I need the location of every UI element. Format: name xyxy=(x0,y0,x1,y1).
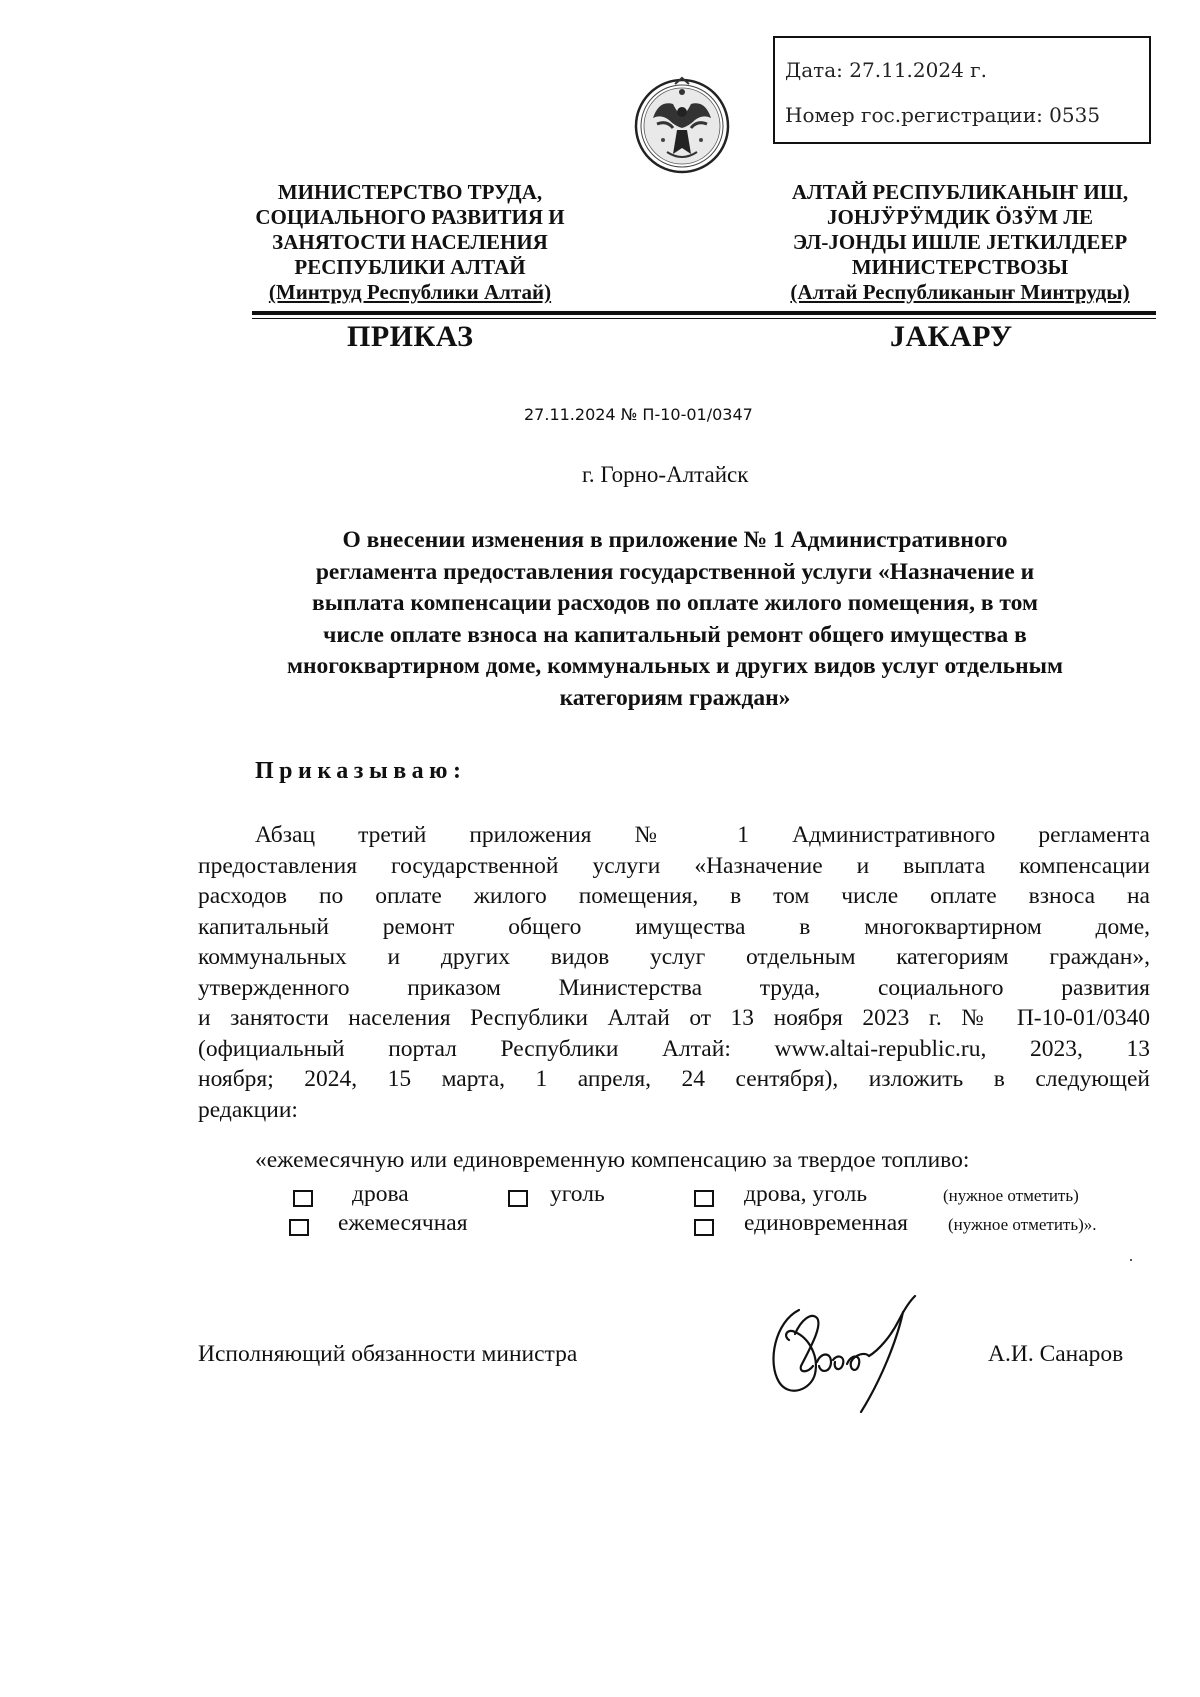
checkbox-firewood[interactable] xyxy=(293,1190,313,1207)
signer-name: А.И. Санаров xyxy=(988,1341,1124,1367)
registration-number-line xyxy=(785,103,1100,127)
org-alt-short-name: (Алтай Республиканыҥ Минтруды) xyxy=(790,280,1130,304)
title-line: многоквартирном доме, коммунальных и других видов услуг отдельным xyxy=(287,653,1063,679)
option-one-time-label: единовременная xyxy=(744,1210,908,1236)
option-note-2: (нужное отметить)». xyxy=(948,1215,1097,1234)
checkbox-coal[interactable] xyxy=(508,1190,528,1207)
registration-date-line xyxy=(785,58,987,82)
org-name-alt xyxy=(760,180,1160,305)
registration-number-label: Номер гос.регистрации: xyxy=(785,103,1043,127)
title-line: регламента предоставления государственной услуги «Назначение и xyxy=(315,558,1035,585)
order-label-alt: ЈАКАРУ xyxy=(890,320,1013,353)
order-label-ru: ПРИКАЗ xyxy=(347,320,474,353)
option-monthly-label: ежемесячная xyxy=(338,1210,468,1236)
body-line: предоставления государственной услуги «Назначение и выплата компенсации xyxy=(198,852,1150,879)
option-firewood-label: дрова xyxy=(352,1181,409,1207)
org-alt-line-3: ЭЛ-ЈОНДЫ ИШЛЕ ЈЕТКИЛДЕЕР xyxy=(792,230,1128,254)
registration-number-value: 0535 xyxy=(1049,103,1101,127)
title-line: выплата компенсации расходов по оплате жилого помещения, в том xyxy=(312,590,1038,616)
body-line: (официальный портал Республики Алтай: www.altai-republic.ru, 2023, 13 xyxy=(198,1035,1150,1062)
document-title xyxy=(195,525,1155,714)
org-alt-line-4: МИНИСТЕРСТВОЗЫ xyxy=(851,255,1069,279)
registration-date-label: Дата: xyxy=(785,58,843,82)
body-line: редакции: xyxy=(198,1096,298,1123)
title-line: О внесении изменения в приложение № 1 Административного xyxy=(342,527,1008,553)
registration-date-value: 27.11.2024 г. xyxy=(849,58,987,82)
registration-stamp xyxy=(773,36,1151,144)
document-city: г. Горно-Алтайск xyxy=(582,462,749,487)
body-line: Абзац третий приложения № 1 Административного регламента xyxy=(255,822,1150,848)
body-line: капитальный ремонт общего имущества в многоквартирном доме, xyxy=(198,913,1150,940)
org-name-ru xyxy=(212,180,608,305)
body-line: ноября; 2024, 15 марта, 1 апреля, 24 сентября), изложить в следующей xyxy=(198,1066,1150,1092)
option-note-1: (нужное отметить) xyxy=(943,1186,1079,1205)
org-ru-short-name: (Минтруд Республики Алтай) xyxy=(268,280,552,304)
org-alt-line-1: АЛТАЙ РЕСПУБЛИКАНЫҤ ИШ, xyxy=(791,180,1129,204)
body-line: коммунальных и других видов услуг отдельным категориям граждан», xyxy=(198,944,1150,970)
body-paragraph xyxy=(198,820,1150,1125)
header-divider-thick xyxy=(252,311,1156,315)
title-line: числе оплате взноса на капитальный ремонт общего имущества в xyxy=(323,621,1027,648)
checkbox-one-time[interactable] xyxy=(694,1219,714,1236)
option-coal-label: уголь xyxy=(550,1181,605,1207)
checkbox-monthly[interactable] xyxy=(289,1219,309,1236)
org-ru-line-1: МИНИСТЕРСТВО ТРУДА, xyxy=(277,180,543,204)
republic-emblem-icon xyxy=(633,70,731,180)
order-heading: Приказываю: xyxy=(255,758,467,784)
scan-speck xyxy=(1130,1259,1132,1261)
body-line: и занятости населения Республики Алтай от 13 ноября 2023 г. № П-10-01/0340 xyxy=(198,1005,1150,1031)
body-line: утвержденного приказом Министерства труда, социального развития xyxy=(198,974,1150,1001)
fuel-intro: «ежемесячную или единовременную компенсацию за твердое топливо: xyxy=(255,1147,970,1173)
checkbox-firewood-coal[interactable] xyxy=(694,1190,714,1207)
org-alt-line-2: ЈОНЈӰРӰМДИК ӦЗӰМ ЛЕ xyxy=(827,205,1093,229)
body-line: расходов по оплате жилого помещения, в том числе оплате взноса на xyxy=(198,883,1150,909)
signer-position: Исполняющий обязанности министра xyxy=(198,1341,578,1367)
handwritten-signature xyxy=(765,1290,985,1420)
header-divider-thin xyxy=(252,318,1156,319)
org-ru-line-2: СОЦИАЛЬНОГО РАЗВИТИЯ И xyxy=(255,205,565,229)
org-ru-line-4: РЕСПУБЛИКИ АЛТАЙ xyxy=(294,255,526,279)
title-line: категориям граждан» xyxy=(559,684,791,711)
option-firewood-coal-label: дрова, уголь xyxy=(744,1181,868,1207)
document-number: 27.11.2024 № П-10-01/0347 xyxy=(524,405,753,424)
org-ru-line-3: ЗАНЯТОСТИ НАСЕЛЕНИЯ xyxy=(272,230,548,254)
